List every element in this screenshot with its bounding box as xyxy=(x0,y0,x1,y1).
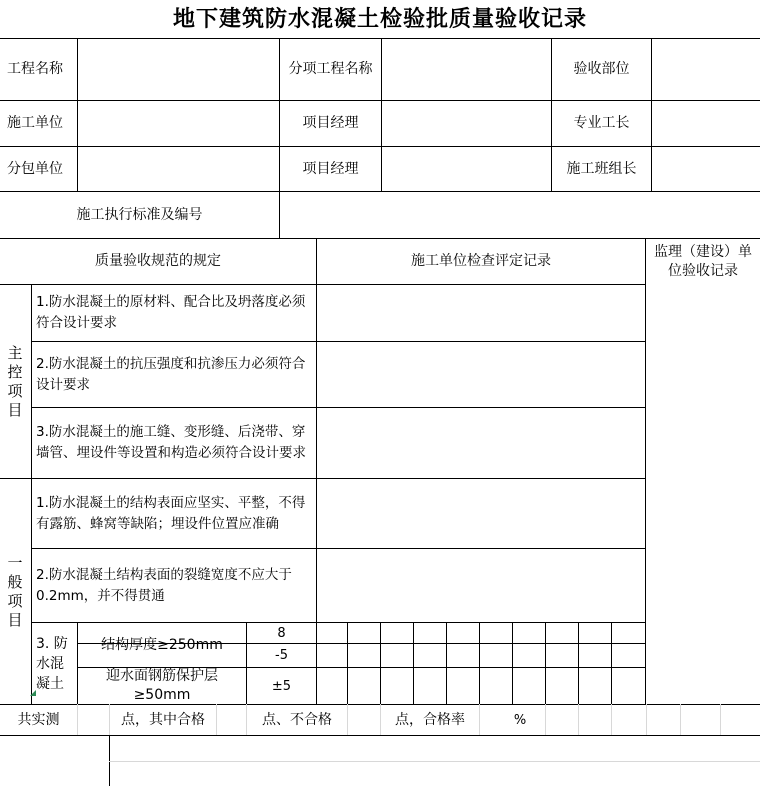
project-manager-label-2: 项目经理 xyxy=(302,160,359,177)
standard-value[interactable] xyxy=(280,192,760,238)
general-item-3-label: 3. 防水混凝土 xyxy=(36,635,68,692)
project-name-label: 工程名称 xyxy=(7,61,63,77)
percent-sign: % xyxy=(513,712,527,728)
thickness-tolerance-plus: 8 xyxy=(277,625,286,641)
construction-unit-value[interactable] xyxy=(78,101,279,146)
fail-points-value[interactable] xyxy=(348,705,380,735)
foreman-label: 专业工长 xyxy=(573,115,630,131)
standard-label: 施工执行标准及编号 xyxy=(76,206,203,223)
cover-tolerance: ±5 xyxy=(271,678,292,694)
thickness-tolerance-minus: -5 xyxy=(275,648,288,663)
construction-unit-label: 施工单位 xyxy=(7,115,63,131)
pass-points-value[interactable] xyxy=(217,705,246,735)
main-control-item-2: 2.防水混凝土的抗压强度和抗渗压力必须符合设计要求 xyxy=(36,355,306,393)
main-control-label: 主控项目 xyxy=(7,343,23,419)
main-control-record-2[interactable] xyxy=(317,342,645,407)
spec-header: 质量验收规范的规定 xyxy=(95,253,221,269)
project-manager-value[interactable] xyxy=(382,101,551,146)
pass-points-label: 点，其中合格 xyxy=(121,711,205,728)
project-name-value[interactable] xyxy=(78,39,279,100)
fail-points-label: 点、不合格 xyxy=(262,711,332,728)
team-leader-value[interactable] xyxy=(652,147,760,191)
acceptance-part-label: 验收部位 xyxy=(573,61,630,77)
main-control-item-1: 1.防水混凝土的原材料、配合比及坍落度必须符合设计要求 xyxy=(36,294,306,331)
general-record-2[interactable] xyxy=(317,549,645,622)
cover-label: 迎水面钢筋保护层≥50mm xyxy=(106,668,218,703)
pass-rate-value[interactable] xyxy=(480,705,512,735)
general-item-2: 2.防水混凝土结构表面的裂缝宽度不应大于0.2mm，并不得贯通 xyxy=(36,566,292,604)
supervision-record[interactable] xyxy=(646,285,760,704)
sub-project-value[interactable] xyxy=(382,39,551,100)
supervision-header: 监理（建设）单位验收记录 xyxy=(654,243,752,279)
general-label: 一般项目 xyxy=(7,553,23,629)
foreman-value[interactable] xyxy=(652,101,760,146)
subcontractor-label: 分包单位 xyxy=(7,160,63,177)
general-item-1: 1.防水混凝土的结构表面应坚实、平整，不得有露筋、蜂窝等缺陷；埋设件位置应准确 xyxy=(36,494,306,532)
main-control-record-1[interactable] xyxy=(317,285,645,341)
main-control-item-3: 3.防水混凝土的施工缝、变形缝、后浇带、穿墙管、埋设件等设置和构造必须符合设计要求 xyxy=(36,424,306,461)
total-measured-value[interactable] xyxy=(78,705,109,735)
record-header: 施工单位检查评定记录 xyxy=(411,253,551,269)
project-manager-label: 项目经理 xyxy=(302,115,359,131)
main-control-record-3[interactable] xyxy=(317,408,645,478)
subcontractor-value[interactable] xyxy=(78,147,279,191)
team-leader-label: 施工班组长 xyxy=(566,160,637,177)
thickness-label: 结构厚度≥250mm xyxy=(101,636,223,653)
project-manager-value-2[interactable] xyxy=(382,147,551,191)
sub-project-label: 分项工程名称 xyxy=(288,61,373,77)
pass-rate-label: 点，合格率 xyxy=(395,711,465,728)
total-measured-label: 共实测 xyxy=(17,711,60,728)
page-title: 地下建筑防水混凝土检验批质量验收记录 xyxy=(172,6,587,32)
acceptance-part-value[interactable] xyxy=(652,39,760,100)
general-record-1[interactable] xyxy=(317,479,645,548)
